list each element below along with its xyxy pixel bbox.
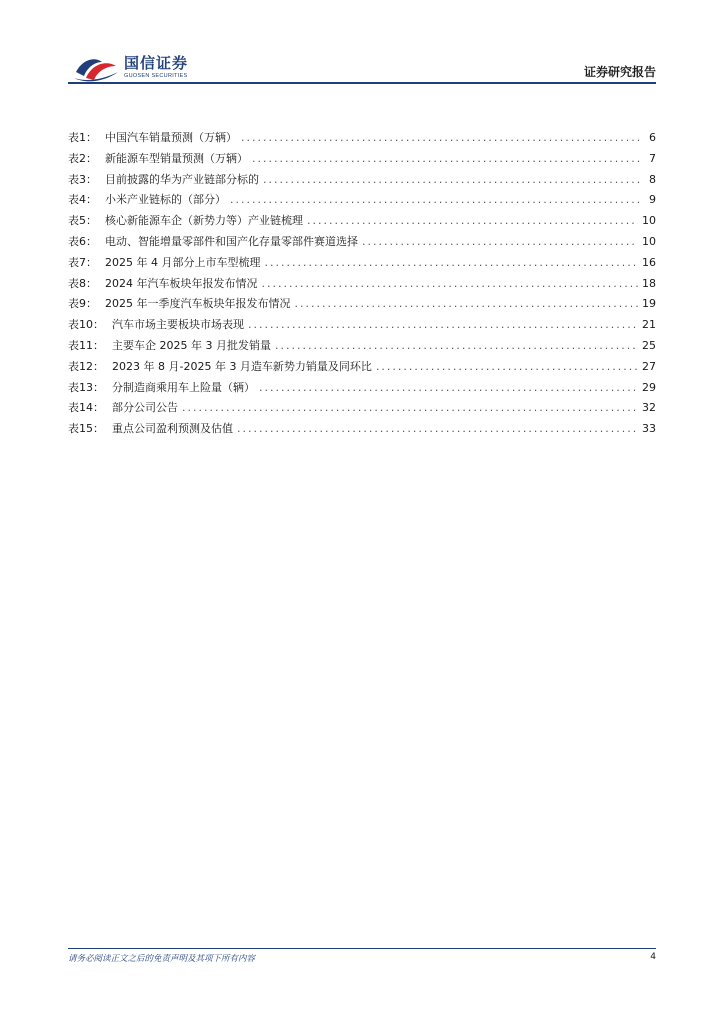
toc-entry[interactable] bbox=[68, 315, 656, 336]
toc-leader-dots bbox=[275, 336, 638, 357]
toc-entry-number: 表7： bbox=[68, 255, 97, 269]
toc-entry-title: 电动、智能增量零部件和国产化存量零部件赛道选择 bbox=[105, 234, 358, 248]
toc-entry-title: 2023 年 8 月-2025 年 3 月造车新势力销量及同环比 bbox=[112, 359, 372, 373]
toc-entry[interactable] bbox=[68, 378, 656, 399]
toc-leader-dots bbox=[263, 170, 640, 191]
toc-entry-title: 2025 年 4 月部分上市车型梳理 bbox=[105, 255, 261, 269]
toc-entry-page: 8 bbox=[649, 172, 656, 186]
toc-entry-title: 中国汽车销量预测（万辆） bbox=[105, 131, 237, 144]
toc-entry-title: 分制造商乘用车上险量（辆） bbox=[112, 380, 255, 394]
footer-divider bbox=[68, 948, 656, 949]
toc-entry-page: 29 bbox=[642, 380, 656, 394]
toc-entry-number: 表13： bbox=[68, 380, 104, 394]
toc-entry-number: 表8： bbox=[68, 276, 97, 290]
toc-entry-title: 部分公司公告 bbox=[112, 401, 178, 415]
toc-leader-dots bbox=[376, 357, 638, 378]
toc-entry-number: 表9： bbox=[68, 297, 97, 311]
toc-leader-dots bbox=[264, 253, 638, 274]
table-of-tables bbox=[68, 128, 656, 440]
toc-entry-number: 表5： bbox=[68, 214, 97, 228]
toc-entry-page: 25 bbox=[642, 338, 656, 352]
toc-entry-title: 小米产业链标的（部分） bbox=[105, 193, 226, 207]
toc-entry[interactable] bbox=[68, 149, 656, 170]
toc-entry-number: 表2： bbox=[68, 151, 97, 165]
toc-entry-title: 新能源车型销量预测（万辆） bbox=[105, 151, 248, 165]
toc-leader-dots bbox=[237, 419, 638, 440]
toc-entry-number: 表3： bbox=[68, 172, 97, 186]
toc-entry[interactable] bbox=[68, 128, 656, 149]
company-name-en: GUOSEN SECURITIES bbox=[124, 73, 188, 80]
toc-entry-title: 2025 年一季度汽车板块年报发布情况 bbox=[105, 297, 291, 311]
toc-entry-page: 7 bbox=[649, 151, 656, 165]
toc-leader-dots bbox=[230, 190, 640, 211]
toc-entry-page: 32 bbox=[642, 401, 656, 415]
toc-entry[interactable] bbox=[68, 357, 656, 378]
toc-entry-title: 2024 年汽车板块年报发布情况 bbox=[105, 276, 258, 290]
toc-entry[interactable] bbox=[68, 253, 656, 274]
toc-entry-page: 27 bbox=[642, 359, 656, 373]
toc-entry[interactable] bbox=[68, 170, 656, 191]
toc-leader-dots bbox=[248, 315, 638, 336]
toc-entry[interactable] bbox=[68, 232, 656, 253]
toc-leader-dots bbox=[362, 232, 638, 253]
toc-entry[interactable] bbox=[68, 294, 656, 315]
toc-leader-dots bbox=[262, 274, 639, 295]
toc-entry-page: 18 bbox=[642, 276, 656, 290]
toc-leader-dots bbox=[307, 211, 638, 232]
toc-entry-number: 表14： bbox=[68, 401, 104, 415]
toc-entry[interactable] bbox=[68, 190, 656, 211]
toc-entry[interactable] bbox=[68, 336, 656, 357]
toc-entry-title: 重点公司盈利预测及估值 bbox=[112, 422, 233, 436]
toc-leader-dots bbox=[252, 149, 640, 170]
toc-entry[interactable] bbox=[68, 211, 656, 232]
toc-leader-dots bbox=[241, 128, 640, 149]
toc-entry-page: 21 bbox=[642, 318, 656, 332]
disclaimer-text: 请务必阅读正文之后的免责声明及其项下所有内容 bbox=[68, 954, 256, 964]
toc-entry-page: 33 bbox=[642, 422, 656, 436]
guosen-logo-icon bbox=[72, 52, 120, 84]
toc-entry-page: 10 bbox=[642, 214, 656, 228]
toc-entry-page: 19 bbox=[642, 297, 656, 311]
toc-leader-dots bbox=[182, 398, 638, 419]
toc-entry-number: 表4： bbox=[68, 193, 97, 207]
company-logo bbox=[72, 52, 188, 84]
toc-entry-page: 9 bbox=[649, 193, 656, 207]
header-divider bbox=[68, 82, 656, 84]
toc-entry-page: 16 bbox=[642, 255, 656, 269]
company-name-cn: 国信证券 bbox=[124, 54, 189, 73]
toc-entry-number: 表12： bbox=[68, 359, 104, 373]
toc-entry-number: 表6： bbox=[68, 234, 97, 248]
toc-entry-title: 目前披露的华为产业链部分标的 bbox=[105, 172, 259, 186]
toc-entry-page: 10 bbox=[642, 234, 656, 248]
report-type-label: 证券研究报告 bbox=[583, 65, 656, 79]
page-number: 4 bbox=[650, 952, 656, 962]
toc-entry[interactable] bbox=[68, 398, 656, 419]
toc-entry[interactable] bbox=[68, 419, 656, 440]
toc-entry-number: 表10： bbox=[68, 318, 104, 332]
toc-entry-number: 表15： bbox=[68, 422, 104, 436]
toc-leader-dots bbox=[259, 378, 638, 399]
toc-entry-title: 主要车企 2025 年 3 月批发销量 bbox=[112, 338, 271, 352]
toc-entry-number: 表11： bbox=[68, 338, 104, 352]
toc-entry[interactable] bbox=[68, 274, 656, 295]
toc-leader-dots bbox=[295, 294, 639, 315]
toc-entry-number: 表1： bbox=[68, 131, 97, 144]
toc-entry-page: 6 bbox=[649, 131, 656, 144]
toc-entry-title: 汽车市场主要板块市场表现 bbox=[112, 318, 244, 332]
toc-entry-title: 核心新能源车企（新势力等）产业链梳理 bbox=[105, 214, 303, 228]
